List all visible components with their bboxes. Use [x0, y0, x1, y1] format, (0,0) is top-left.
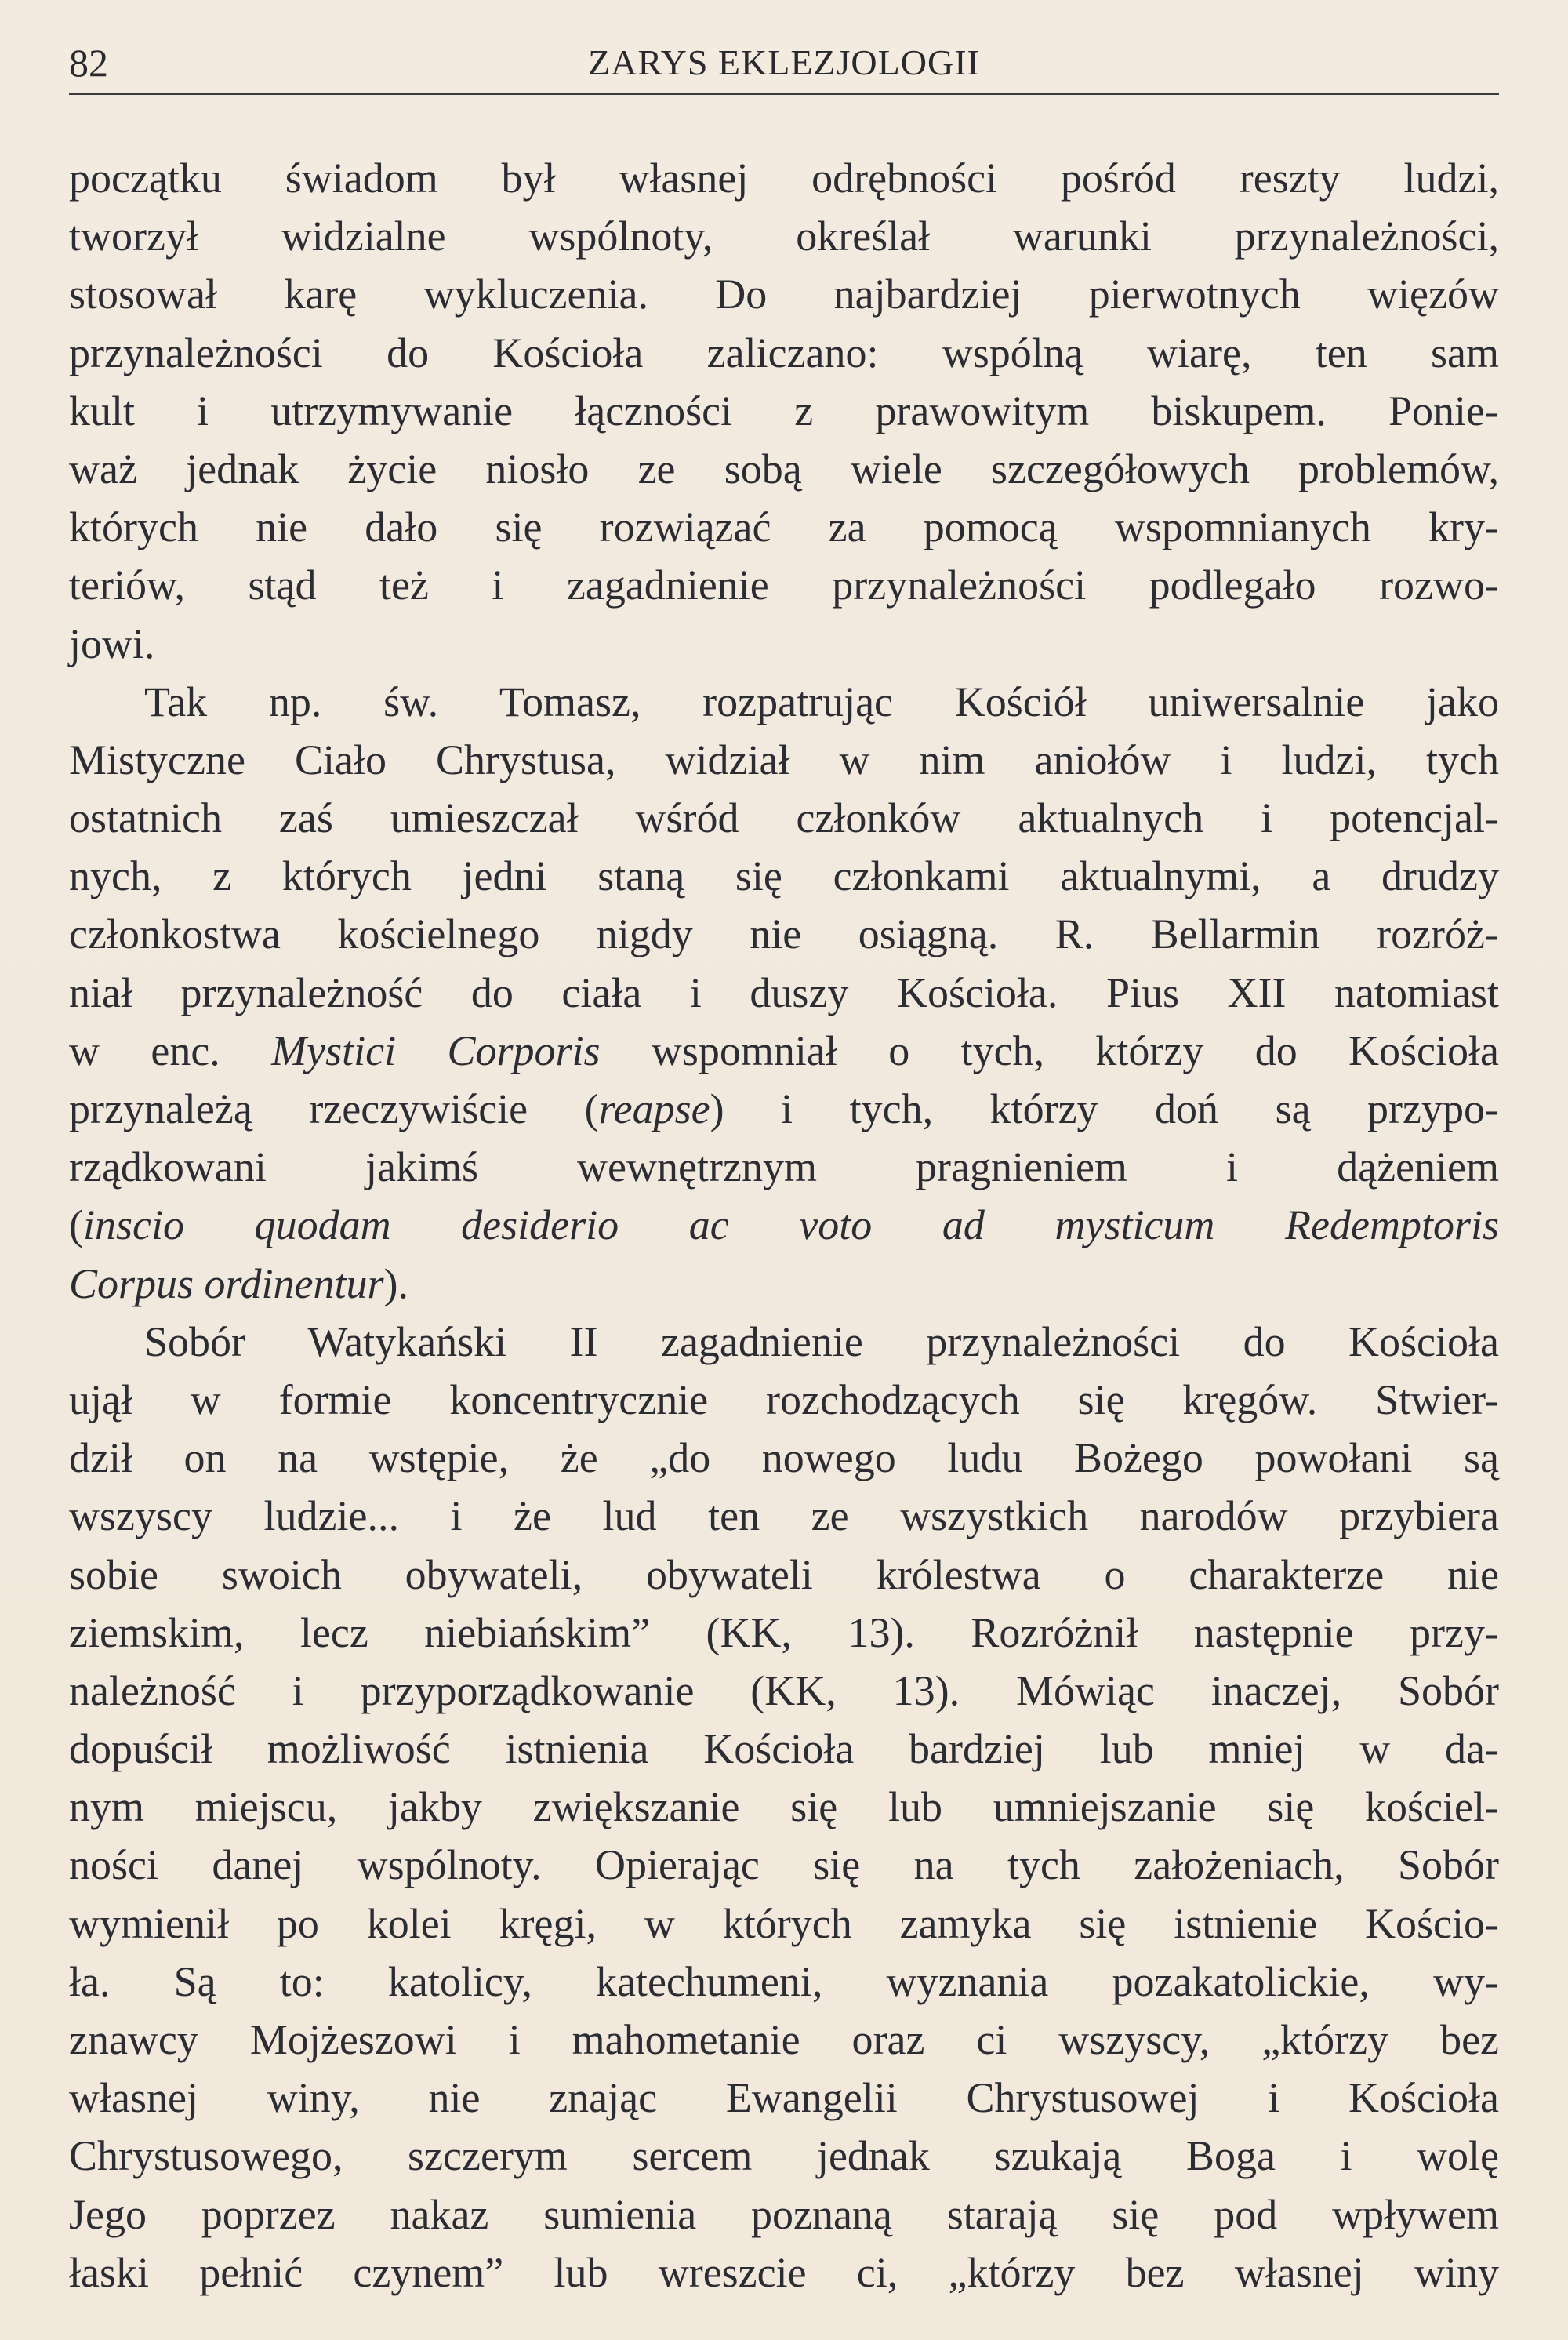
running-title: ZARYS EKLEZJOLOGII	[588, 42, 980, 82]
text-line: których nie dało się rozwiązać za pomocą wspomnianych kry-	[69, 503, 1499, 551]
text-run: ).	[383, 1259, 409, 1307]
text-line	[69, 1196, 1499, 1254]
text-line: dopuścił możliwość istnienia Kościoła bardziej lub mniej w da-	[69, 1725, 1499, 1773]
text-line: Jego poprzez nakaz sumienia poznaną starają się pod wpływem	[69, 2190, 1499, 2238]
text-run: (	[69, 1201, 83, 1249]
text-run: ) i tych, którzy doń są przypo-	[710, 1085, 1499, 1132]
text-line: ziemskim, lecz niebiańskim” (KK, 13). Rozróżnił następnie przy-	[69, 1608, 1499, 1656]
text-line: ostatnich zaś umieszczał wśród członków aktualnych i potencjal-	[69, 794, 1499, 842]
text-line: rządkowani jakimś wewnętrznym pragnieniem i dążeniem	[69, 1143, 1499, 1191]
text-line: łaski pełnić czynem” lub wreszcie ci, „którzy bez własnej winy	[69, 2248, 1499, 2296]
text-line: jowi.	[69, 620, 155, 667]
paragraph-2	[69, 673, 1499, 1313]
text-line	[69, 1022, 1499, 1080]
text-line: sobie swoich obywateli, obywateli królestwa o charakterze nie	[69, 1550, 1499, 1598]
text-line: własnej winy, nie znając Ewangelii Chrystusowej i Kościoła	[69, 2074, 1499, 2122]
text-run: w enc.	[69, 1026, 220, 1074]
text-line: znawcy Mojżeszowi i mahometanie oraz ci wszyscy, „którzy bez	[69, 2016, 1499, 2063]
text-line: ła. Są to: katolicy, katechumeni, wyznania pozakatolickie, wy-	[69, 1957, 1499, 2005]
text-line: waż jednak życie niosło ze sobą wiele szczegółowych problemów,	[69, 445, 1499, 492]
text-line: tworzył widzialne wspólnoty, określał warunki przynależności,	[69, 213, 1499, 260]
encyclical-title: Mystici Corporis	[271, 1026, 601, 1074]
paragraph-1	[69, 149, 1499, 673]
text-line	[69, 1255, 1499, 1313]
text-line: wymienił po kolei kręgi, w których zamyka się istnienie Kościo-	[69, 1899, 1499, 1947]
header-rule	[69, 93, 1499, 95]
page-header	[69, 35, 1499, 91]
text-line: Tak np. św. Tomasz, rozpatrując Kościół uniwersalnie jako	[144, 678, 1499, 725]
text-line: ujął w formie koncentrycznie rozchodzących się kręgów. Stwier-	[69, 1375, 1499, 1423]
text-line: członkostwa kościelnego nigdy nie osiągną. R. Bellarmin rozróż-	[69, 910, 1499, 958]
page-number: 82	[69, 41, 108, 85]
text-line: stosował karę wykluczenia. Do najbardziej pierwotnych więzów	[69, 271, 1499, 318]
latin-term: reapse	[598, 1085, 710, 1132]
latin-quote: Corpus ordinentur	[69, 1259, 384, 1307]
body-text	[69, 149, 1499, 2302]
text-line: Chrystusowego, szczerym sercem jednak szukają Boga i wolę	[69, 2132, 1499, 2180]
text-line: teriów, stąd też i zagadnienie przynależności podlegało rozwo-	[69, 561, 1499, 609]
text-line: kult i utrzymywanie łączności z prawowitym biskupem. Ponie-	[69, 387, 1499, 434]
text-line: wszyscy ludzie... i że lud ten ze wszystkich narodów przybiera	[69, 1492, 1499, 1540]
text-line: Sobór Watykański II zagadnienie przynależności do Kościoła	[144, 1317, 1499, 1365]
text-line: nym miejscu, jakby zwiększanie się lub umniejszanie się kościel-	[69, 1783, 1499, 1831]
paragraph-3	[69, 1313, 1499, 2302]
text-run: wspomniał o tych, którzy do Kościoła	[651, 1026, 1500, 1074]
text-line: należność i przyporządkowanie (KK, 13). Mówiąc inaczej, Sobór	[69, 1666, 1499, 1714]
text-line: dził on na wstępie, że „do nowego ludu Bożego powołani są	[69, 1434, 1499, 1482]
text-line: niał przynależność do ciała i duszy Kościoła. Pius XII natomiast	[69, 968, 1499, 1016]
text-line: początku świadom był własnej odrębności pośród reszty ludzi,	[69, 154, 1499, 202]
text-line: Mistyczne Ciało Chrystusa, widział w nim aniołów i ludzi, tych	[69, 736, 1499, 783]
text-run: przynależą rzeczywiście (	[69, 1085, 599, 1132]
text-line: nych, z których jedni staną się członkami aktualnymi, a drudzy	[69, 852, 1499, 900]
text-line: przynależności do Kościoła zaliczano: wspólną wiarę, ten sam	[69, 329, 1499, 376]
text-line	[69, 1080, 1499, 1138]
text-line: ności danej wspólnoty. Opierając się na tych założeniach, Sobór	[69, 1841, 1499, 1889]
latin-quote: inscio quodam desiderio ac voto ad mysticum Redemptoris	[82, 1201, 1499, 1249]
